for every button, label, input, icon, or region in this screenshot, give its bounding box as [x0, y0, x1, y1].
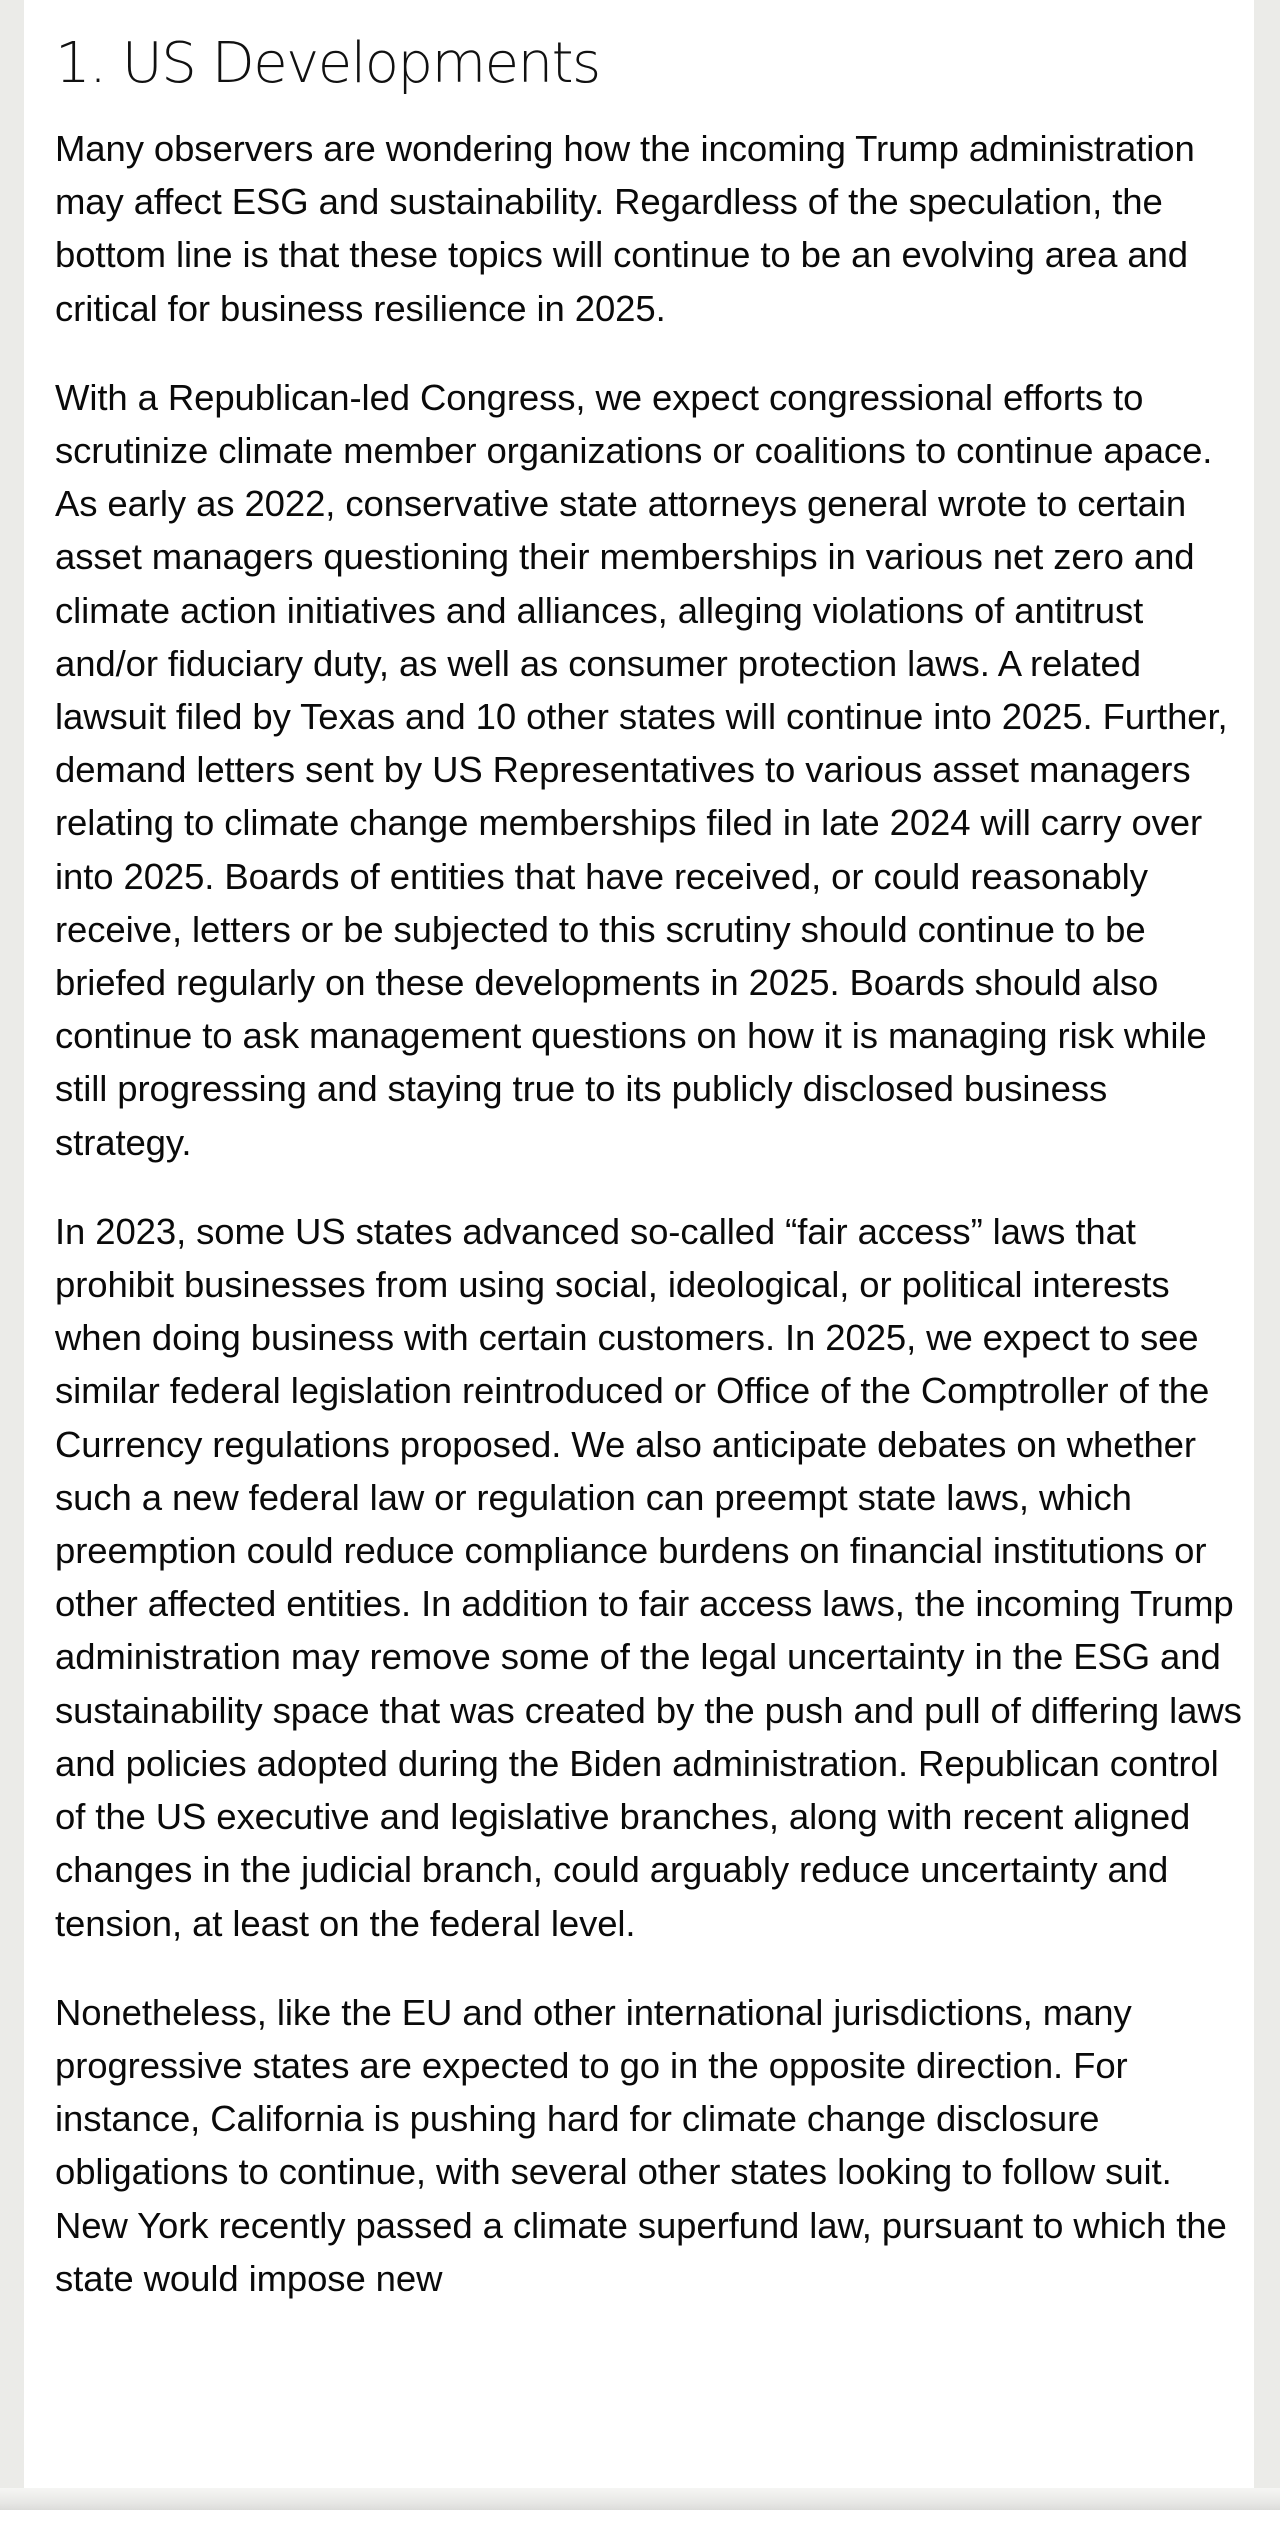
paragraph-progressive-states: Nonetheless, like the EU and other international jurisdictions, many progressive states are expected to go in the opposite direction. For instance, California is pushing hard for climate change disclosure obligations to continue, with several other states looking to follow suit. New York recently passed a climate superfund law, pursuant to which the state would impose new	[55, 1991, 1227, 2299]
bottom-edge-shadow	[0, 2488, 1280, 2510]
section-heading: 1. US Developments	[55, 31, 600, 96]
paragraph-intro: Many observers are wondering how the incoming Trump administration may affect ESG and sustainability. Regardless of the speculation, the bottom line is that these topics will continue to be an evolving area and critical for business resilience in 2025.	[55, 128, 1195, 329]
content-panel	[24, 0, 1254, 2490]
paragraph-fair-access-laws: In 2023, some US states advanced so-called “fair access” laws that prohibit businesses from using social, ideological, or political interests when doing business with certain customers. In 2025, we expect to see similar federal legislation reintroduced or Office of the Comptroller of the Currency regulations proposed. We also anticipate debates on whether such a new federal law or regulation can preempt state laws, which preemption could reduce compliance burdens on financial institutions or other affected entities. In addition to fair access laws, the incoming Trump administration may remove some of the legal uncertainty in the ESG and sustainability space that was created by the push and pull of differing laws and policies adopted during the Biden administration. Republican control of the US executive and legislative branches, along with recent aligned changes in the judicial branch, could arguably reduce uncertainty and tension, at least on the federal level.	[55, 1210, 1242, 1944]
left-gutter	[0, 0, 24, 2490]
bottom-strip	[0, 2510, 1280, 2524]
article-body	[55, 28, 1245, 2341]
paragraph-congress-scrutiny: With a Republican-led Congress, we expect congressional efforts to scrutinize climate member organizations or coalitions to continue apace. As early as 2022, conservative state attorneys general wrote to certain asset managers questioning their memberships in various net zero and climate action initiatives and alliances, alleging violations of antitrust and/or fiduciary duty, as well as consumer protection laws. A related lawsuit filed by Texas and 10 other states will continue into 2025. Further, demand letters sent by US Representatives to various asset managers relating to climate change memberships filed in late 2024 will carry over into 2025. Boards of entities that have received, or could reasonably receive, letters or be subjected to this scrutiny should continue to be briefed regularly on these developments in 2025. Boards should also continue to ask management questions on how it is managing risk while still progressing and staying true to its publicly disclosed business strategy.	[55, 376, 1228, 1163]
right-gutter-scroll-track[interactable]	[1254, 0, 1280, 2490]
